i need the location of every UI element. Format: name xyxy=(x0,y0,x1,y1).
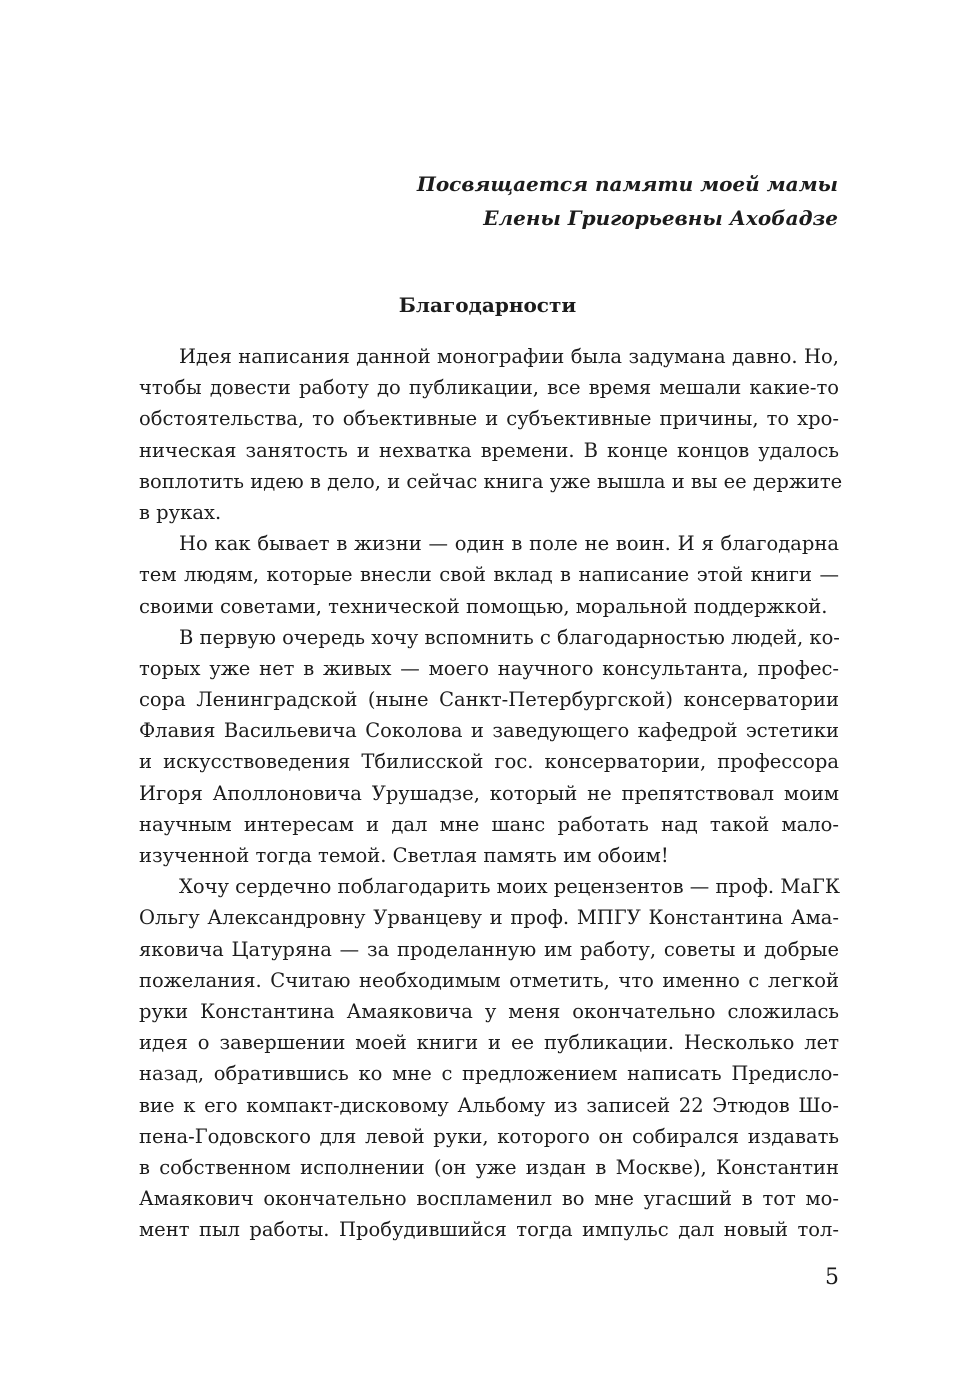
body-text xyxy=(139,341,843,1245)
text-line: и искусствоведения Тбилисской гос. консерватории, профессора xyxy=(139,750,839,774)
text-line: ническая занятость и нехватка времени. В конце концов удалось xyxy=(139,438,839,462)
text-line: В первую очередь хочу вспомнить с благодарностью людей, ко- xyxy=(179,625,840,649)
dedication-line-2: Елены Григорьевны Ахобадзе xyxy=(483,206,838,230)
text-line: руки Константина Амаяковича у меня окончательно сложилась xyxy=(139,999,839,1023)
text-line: пожелания. Считаю необходимым отметить, что именно с легкой xyxy=(139,968,839,992)
text-line: сора Ленинградской (ныне Санкт-Петербургской) консерватории xyxy=(139,688,839,712)
text-line: мент пыл работы. Пробудившийся тогда импульс дал новый тол- xyxy=(139,1218,839,1242)
text-line: Амаякович окончательно воспламенил во мне угасший в тот мо- xyxy=(139,1187,839,1211)
text-line: изученной тогда темой. Светлая память им обоим! xyxy=(139,844,669,867)
text-line: чтобы довести работу до публикации, все время мешали какие-то xyxy=(139,376,839,400)
text-line: Флавия Васильевича Соколова и заведующего кафедрой эстетики xyxy=(139,719,839,743)
text-line: в руках. xyxy=(139,500,222,524)
text-line: Идея написания данной монографии была задумана давно. Но, xyxy=(179,345,839,368)
text-line: тем людям, которые внесли свой вклад в написание этой книги — xyxy=(139,563,839,587)
text-line: торых уже нет в живых — моего научного консультанта, профес- xyxy=(139,656,839,680)
text-line: идея о завершении моей книги и ее публикации. Несколько лет xyxy=(139,1031,839,1055)
dedication xyxy=(417,167,838,235)
text-line: Хочу сердечно поблагодарить моих рецензентов — проф. МаГК xyxy=(179,875,840,899)
text-line: вие к его компакт-дисковому Альбому из записей 22 Этюдов Шо- xyxy=(139,1093,839,1117)
text-line: яковича Цатуряна — за проделанную им работу, советы и добрые xyxy=(139,937,839,961)
text-line: пена-Годовского для левой руки, которого он собирался издавать xyxy=(139,1124,839,1148)
text-line: в собственном исполнении (он уже издан в Москве), Константин xyxy=(139,1155,839,1179)
text-line: обстоятельства, то объективные и субъективные причины, то хро- xyxy=(139,407,839,431)
text-line: воплотить идею в дело, и сейчас книга уже вышла и вы ее держите xyxy=(139,469,843,493)
text-line: назад, обратившись ко мне с предложением написать Предисло- xyxy=(139,1062,839,1086)
text-line: Ольгу Александровну Урванцеву и проф. МПГУ Константина Ама- xyxy=(139,906,839,930)
text-line: научным интересам и дал мне шанс работать над такой мало- xyxy=(139,812,839,836)
dedication-line-1: Посвящается памяти моей мамы xyxy=(416,172,838,196)
text-line: Игоря Аполлоновича Урушадзе, который не препятствовал моим xyxy=(139,781,839,805)
section-heading: Благодарности xyxy=(398,293,577,317)
text-line: своими советами, технической помощью, моральной поддержкой. xyxy=(139,594,828,618)
text-line: Но как бывает в жизни — один в поле не воин. И я благодарна xyxy=(179,532,839,556)
page-number: 5 xyxy=(825,1265,839,1290)
